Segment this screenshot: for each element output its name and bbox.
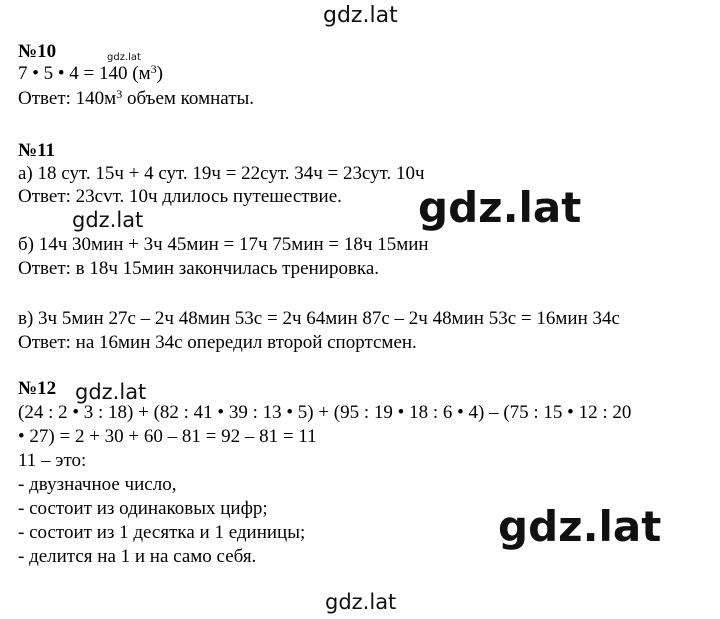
task-11-answer-b: Ответ: в 18ч 15мин закончилась тренировка. <box>18 258 380 279</box>
task-12-title: №12 <box>18 378 57 399</box>
task-10-calculation: 7 • 5 • 4 = 140 $(м^3)$ <box>18 62 163 84</box>
task-11-answer-c: Ответ: на 16мин 34с опередил второй спортсмен. <box>18 332 417 353</box>
task-12-intro: 11 – это: <box>18 450 87 471</box>
watermark-large-1: gdz.lat <box>418 183 582 232</box>
watermark-tiny: gdz.lat <box>107 52 141 63</box>
task-11-part-c: в) 3ч 5мин 27с – 2ч 48мин 53с = 2ч 64мин 87с – 2ч 48мин 53с = 16мин 34с <box>18 308 620 329</box>
watermark-large-2: gdz.lat <box>498 502 662 551</box>
task-10-answer: Ответ: $140м^3$ объем комнаты. <box>18 87 255 109</box>
task-12-expression-line2: • 27) = 2 + 30 + 60 – 81 = 92 – 81 = 11 <box>18 426 317 447</box>
list-item: - состоит из 1 десятка и 1 единицы; <box>18 522 306 543</box>
list-item: - делится на 1 и на само себя. <box>18 546 257 567</box>
watermark-task-12: gdz.lat <box>75 380 147 404</box>
watermark-bottom: gdz.lat <box>325 590 397 614</box>
task-11-title: №11 <box>18 140 56 161</box>
task-11-part-b: б) 14ч 30мин + 3ч 45мин = 17ч 75мин = 18ч 15мин <box>18 234 429 255</box>
watermark-top: gdz.lat <box>323 3 398 28</box>
task-10-title: №10 <box>18 41 57 62</box>
list-item: - состоит из одинаковых цифр; <box>18 498 268 519</box>
task-11-answer-a: Ответ: 23сvт. 10ч длилось путешествие. <box>18 186 342 207</box>
task-12-expression-line1: (24 : 2 • 3 : 18) + (82 : 41 • 39 : 13 • 5) + (95 : 19 • 18 : 6 • 4) – (75 : 15 • 12 : 20 <box>18 402 632 423</box>
task-11-part-a: а) 18 сут. 15ч + 4 сут. 19ч = 22сут. 34ч = 23сут. 10ч <box>18 163 425 184</box>
list-item: - двузначное число, <box>18 474 177 495</box>
watermark-middle: gdz.lat <box>72 208 144 232</box>
